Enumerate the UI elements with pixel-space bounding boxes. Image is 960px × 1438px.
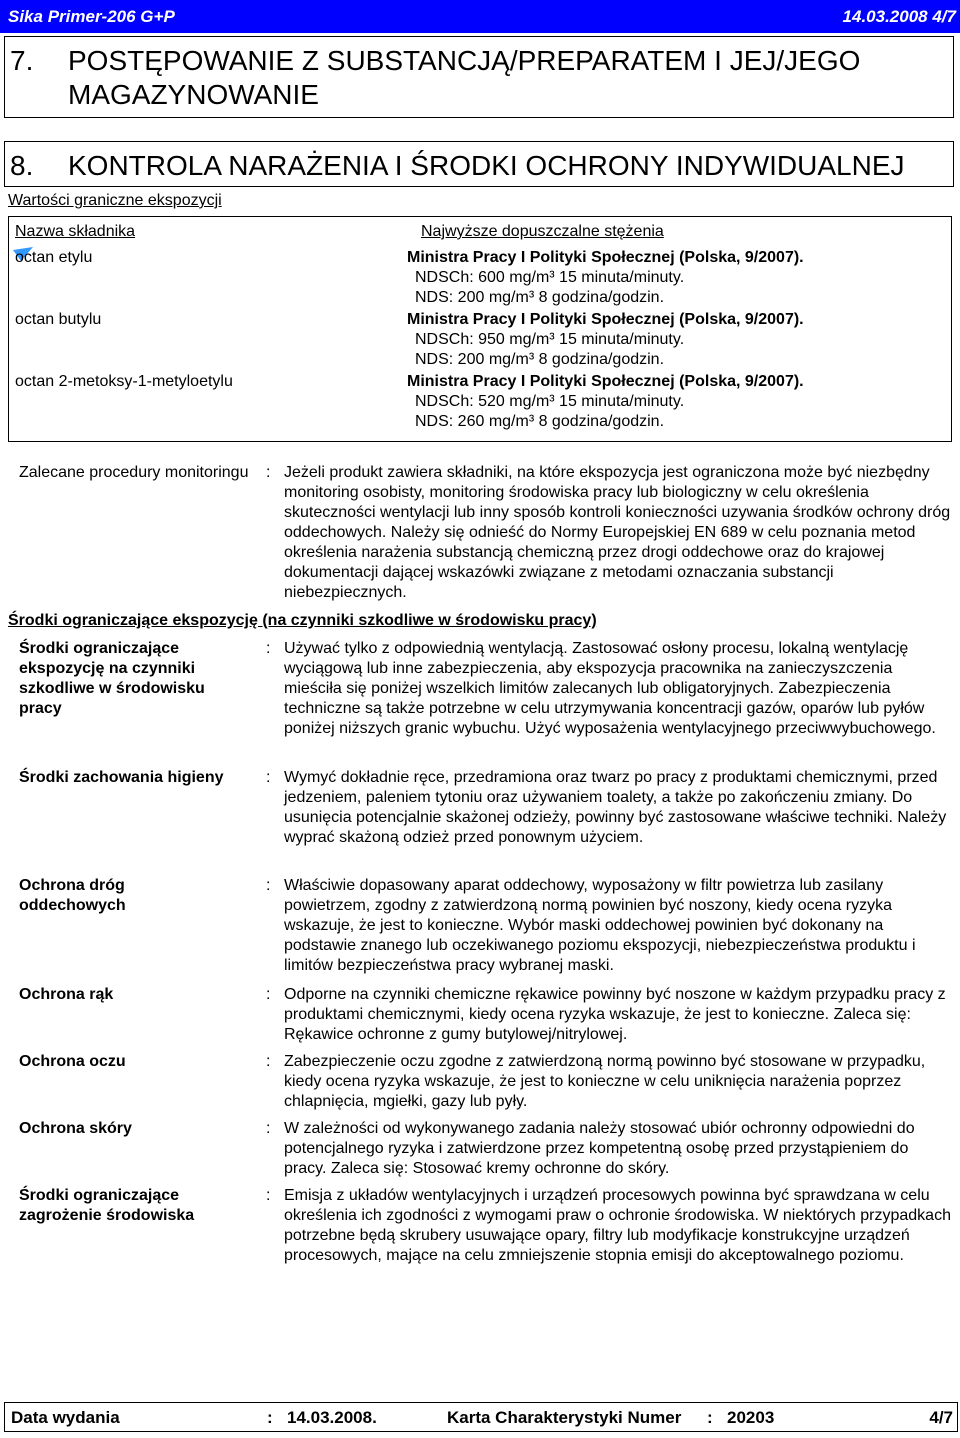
limit-source: Ministra Pracy I Polityki Społecznej (Polska, 9/2007). [407, 311, 804, 328]
label-colon: : [266, 877, 271, 894]
column-header-limit: Najwyższe dopuszczalne stężenia [421, 223, 664, 240]
ndsch-value: NDSCh: 950 mg/m³ 15 minuta/minuty. [415, 331, 685, 348]
label-colon: : [266, 769, 271, 786]
column-header-name: Nazwa składnika [15, 223, 136, 240]
section-number: 7. [10, 45, 34, 76]
field-text: Emisja z układów wentylacyjnych i urządzeń procesowych powinna być sprawdzana w celu określenia ich zgodności z wymogami praw o ochronie środowiska. W niektórych przypadkach potrzebne będą skrubery usuwające opary, filtry lub modyfikacje konstrukcyjne urządzeń procesowych, mające na celu zmniejszenie stopnia emisji do akceptowalnego poziomu. [284, 1187, 951, 1264]
issue-date-label: Data wydania [11, 1408, 120, 1427]
card-number-value: 20203 [727, 1408, 775, 1427]
nds-value: NDS: 200 mg/m³ 8 godzina/godzin. [415, 351, 665, 368]
nds-value: NDS: 260 mg/m³ 8 godzina/godzin. [415, 413, 665, 430]
component-name: octan etylu [15, 249, 93, 266]
header-date-page: 14.03.2008 4/7 [842, 7, 956, 26]
section-7-heading [4, 36, 954, 118]
field-label: Ochrona skóry [19, 1120, 132, 1137]
page-number: 4/7 [929, 1408, 953, 1427]
section-title: KONTROLA NARAŻENIA I ŚRODKI OCHRONY INDYWIDUALNEJ [68, 150, 905, 181]
field-label: Środki zachowania higieny [19, 769, 224, 786]
issue-date-value: 14.03.2008. [287, 1408, 377, 1427]
field-text: Jeżeli produkt zawiera składniki, na które ekspozycja jest ograniczona może być niezbędny monitoring osobisty, monitoring środowiska pracy lub biologiczny w celu określenia skuteczności wentylacji lub inny sposób kontroli konieczności uzywania środków ochrony dróg oddechowych. Należy się odnieść do Normy Europejskiej EN 689 w celu poznania metod określenia narażenia substancją chemiczną przez drogi oddechowe oraz do krajowej dokumentacji dającej wskazówki związane z metodami oznaczania substancji niebezpiecznych. [284, 464, 951, 601]
label-colon: : [266, 464, 271, 481]
label-colon: : [266, 1187, 271, 1204]
label-colon: : [266, 640, 271, 657]
label-colon: : [266, 1053, 271, 1070]
field-label: Ochrona oczu [19, 1053, 126, 1070]
ndsch-value: NDSCh: 520 mg/m³ 15 minuta/minuty. [415, 393, 685, 410]
field-text: W zależności od wykonywanego zadania należy stosować ubiór ochronny odpowiedni do potencjalnego ryzyka i zatwierdzone przez kompetentną osobę przed przystąpieniem do pracy. Zaleca się: Stosować kremy ochronne do skóry. [284, 1120, 915, 1177]
component-name: octan butylu [15, 311, 102, 328]
field-text: Wymyć dokładnie ręce, przedramiona oraz twarz po pracy z produktami chemicznymi, przed jedzeniem, paleniem tytoniu oraz używaniem toalety, a także po zakończeniu zmiany. Do usunięcia potencjalnie skażonej odzieży, powinny być zastosowane właściwe techniki. Należy wyprać skażoną odzież przed ponownym użyciem. [284, 769, 947, 846]
section-number: 8. [10, 150, 34, 181]
limit-source: Ministra Pracy I Polityki Społecznej (Polska, 9/2007). [407, 249, 804, 266]
product-name: Sika Primer-206 G+P [8, 7, 175, 26]
label-colon: : [266, 986, 271, 1003]
field-label: Ochrona rąk [19, 986, 114, 1003]
document-header-bar [0, 0, 960, 33]
field-label: Ochrona dróg oddechowych [19, 877, 126, 914]
card-number-label: Karta Charakterystyki Numer [447, 1408, 682, 1427]
field-text: Właściwie dopasowany aparat oddechowy, wyposażony w filtr powietrza lub zasilany powietrzem, zgodny z zatwierdzoną normą powinien być noszony, kiedy ocena ryzyka wskazuje, że jest to konieczne. Wybór maski oddechowej powinien być dokonany na podstawie znanego lub oczekiwanego poziomu ekspozycji, niebezpieczeństwa produktu i limitów bezpieczeństwa pracy wybranej maski. [284, 877, 916, 974]
field-text: Odporne na czynniki chemiczne rękawice powinny być noszone w każdym przypadku pracy z produktami chemicznymi, kiedy ocena ryzyka wskazuje, że jest to konieczne. Zaleca się: Rękawice ochronne z gumy butylowej/nitrylowej. [284, 986, 946, 1043]
exposure-limits-heading: Wartości graniczne ekspozycji [8, 192, 222, 209]
component-name: octan 2-metoksy-1-metyloetylu [15, 373, 233, 390]
document-footer [4, 1402, 958, 1432]
section-title: POSTĘPOWANIE Z SUBSTANCJĄ/PREPARATEM I JEJ/JEGO MAGAZYNOWANIE [68, 45, 861, 110]
section-8-heading [4, 141, 954, 187]
field-text: Zabezpieczenie oczu zgodne z zatwierdzoną normą powinno być stosowane w przypadku, kiedy ocena ryzyka wskazuje, że jest to konieczne w celu uniknięcia narażenia poprzez chlapnięcia, mgiełki, gazy lub pyły. [284, 1053, 926, 1110]
field-label: Środki ograniczające ekspozycję na czynniki szkodliwe w środowisku pracy [19, 640, 205, 717]
ndsch-value: NDSCh: 600 mg/m³ 15 minuta/minuty. [415, 269, 685, 286]
field-text: Używać tylko z odpowiednią wentylacją. Zastosować osłony procesu, lokalną wentylację wyciągową lub inne zabezpieczenia, aby ekspozycja pracownika na zanieczyszczenia mieściła się poniżej wszelkich limitów zalecanych lub obligatoryjnych. Zabezpieczenia techniczne są także potrzebne w celu utrzymywania koncentracji gazów, oparów lub pyłów poniżej niższych granic wybuchu. Użyć wyposażenia wentylacyjnego przeciwwybuchowego. [284, 640, 936, 737]
field-label: Środki ograniczające zagrożenie środowiska [19, 1187, 195, 1224]
nds-value: NDS: 200 mg/m³ 8 godzina/godzin. [415, 289, 665, 306]
controls-heading: Środki ograniczające ekspozycję (na czynniki szkodliwe w środowisku pracy) [8, 612, 597, 629]
field-label: Zalecane procedury monitoringu [19, 464, 249, 481]
label-colon: : [707, 1408, 713, 1427]
label-colon: : [267, 1408, 273, 1427]
limit-source: Ministra Pracy I Polityki Społecznej (Polska, 9/2007). [407, 373, 804, 390]
label-colon: : [266, 1120, 271, 1137]
exposure-limits-table [8, 216, 952, 442]
